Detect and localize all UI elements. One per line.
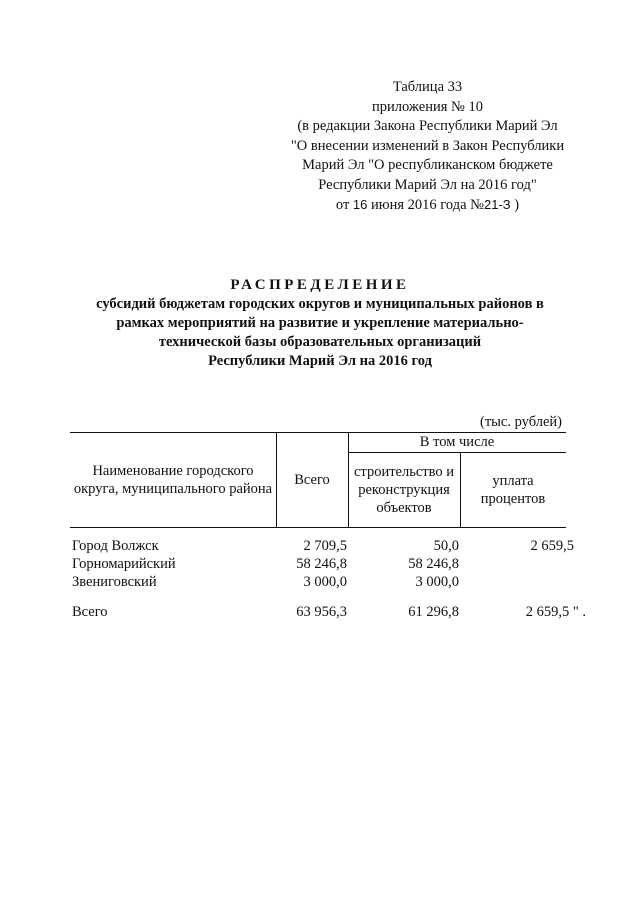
law-reference-line-1: (в редакции Закона Республики Марий Эл: [297, 118, 558, 134]
row-interest: 2 659,5: [530, 538, 574, 554]
table-row: [70, 573, 580, 591]
header-total: Всего: [294, 471, 330, 488]
total-construction: 61 296,8: [408, 604, 459, 620]
units-label: (тыс. рублей): [480, 414, 562, 430]
header-name: Наименование городского округа, муниципального района: [73, 462, 273, 497]
title-line-4: Республики Марий Эл на 2016 год: [208, 353, 432, 369]
total-sum: 63 956,3: [296, 604, 347, 620]
header-including: В том числе: [419, 434, 495, 450]
title-line-2: рамках мероприятий на развитие и укрепление материально-: [116, 315, 524, 331]
row-construction: 50,0: [433, 538, 459, 554]
date-day: 16: [352, 197, 368, 212]
row-name: Город Волжск: [72, 538, 159, 554]
row-name: Звениговский: [72, 574, 157, 590]
total-name: Всего: [72, 604, 108, 620]
law-number: 21-З: [483, 197, 511, 212]
title-main: РАСПРЕДЕЛЕНИЕ: [230, 277, 410, 293]
law-date-line: [255, 195, 600, 216]
header-bottom-rule: [70, 527, 566, 528]
date-rest: июня 2016 года №: [371, 197, 484, 213]
row-construction: 58 246,8: [408, 556, 459, 572]
law-reference-line-2: "О внесении изменений в Закон Республики: [290, 137, 565, 154]
total-interest: 2 659,5 " .: [525, 604, 586, 620]
table-total-row: [70, 603, 586, 621]
header-construction: строительство и реконструкция объектов: [354, 463, 454, 516]
table-header: [70, 432, 566, 528]
appendix-header: [255, 78, 600, 216]
title-line-3: технической базы образовательных организаций: [158, 334, 482, 350]
header-interest: уплата процентов: [480, 472, 546, 507]
law-reference-line-3: Марий Эл "О республиканском бюджете: [302, 157, 553, 173]
date-prefix: от: [335, 197, 350, 213]
table-row: [70, 555, 580, 573]
row-total: 3 000,0: [303, 574, 347, 590]
row-total: 58 246,8: [296, 556, 347, 572]
row-construction: 3 000,0: [415, 574, 459, 590]
table-row: [70, 537, 580, 555]
law-reference-line-4: Республики Марий Эл на 2016 год": [318, 176, 537, 193]
date-close: ): [514, 197, 520, 213]
appendix-number: приложения № 10: [372, 98, 483, 115]
row-name: Горномарийский: [72, 556, 176, 572]
appendix-table-number: Таблица 33: [392, 79, 463, 95]
row-total: 2 709,5: [303, 538, 347, 554]
title-line-1: субсидий бюджетам городских округов и муниципальных районов в: [96, 296, 544, 312]
document-title: [40, 276, 600, 371]
